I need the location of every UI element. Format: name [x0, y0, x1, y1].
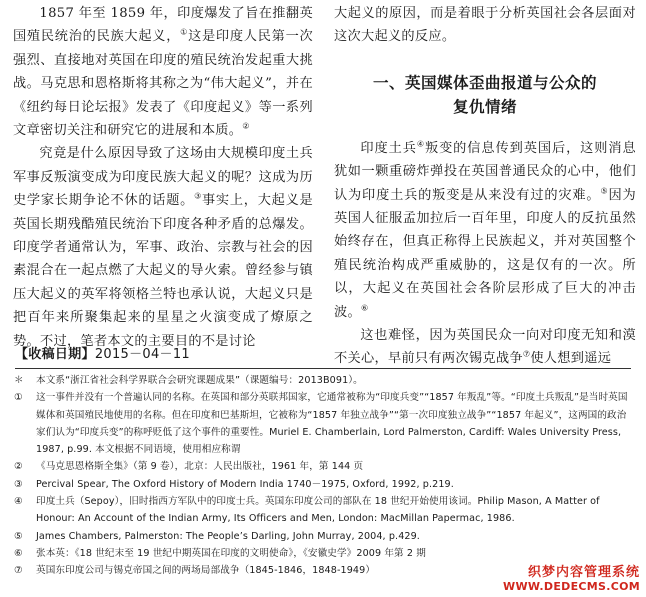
- footnote-text: 张本英：《18 世纪末至 19 世纪中期英国在印度的文明使命》，《安徽史学》2009 年第 2 期: [36, 547, 426, 559]
- footnotes: [14, 372, 632, 580]
- footnote-item: [14, 493, 632, 528]
- footnote-marker: ＊: [14, 375, 24, 386]
- paragraph-intro: [13, 2, 313, 142]
- footnote-item: [14, 458, 632, 475]
- paragraph-text: 这也难怪，因为英国民众一向对印度无知和漠不关心，早前只有两次锡克战争: [334, 328, 636, 367]
- footnote-marker: ④: [14, 496, 23, 508]
- site-watermark: [503, 561, 640, 593]
- footnote-ref[interactable]: ⑦: [522, 350, 531, 360]
- received-date: [15, 343, 190, 362]
- watermark-title: 织梦内容管理系统: [527, 565, 640, 580]
- paragraph-text: 事实上，大起义是英国长期残酷殖民统治下印度各种矛盾的总爆发。印度学者通常认为，军事、政治、宗教与社会的因素混合在一起点燃了大起义的导火索。曾经参与镇压大起义的英军将领格兰特也承认说，大起义只是把百年来所聚集起来的星星之火演变成了燎原之势。不过，笔者本文的主要目的不是讨论: [13, 193, 313, 349]
- footnote-ref[interactable]: ④: [416, 139, 425, 149]
- paragraph-text: 因为英国人征服孟加拉后一百年里，印度人的反抗虽然始终存在，但真正称得上民族起义，并对英国整个殖民统治构成严重威胁的，这是仅有的一次。所以，大起义在英国社会各阶层形成了巨大的冲击波。: [334, 187, 636, 320]
- right-column: [334, 2, 636, 371]
- paragraph-news: [334, 137, 636, 324]
- footnote-item: [14, 372, 632, 389]
- footnote-text: James Chambers, Palmerston: The People’s Darling, John Murray, 2004, p.429.: [36, 530, 420, 542]
- footnote-divider: [15, 368, 631, 369]
- footnote-item: [14, 528, 632, 545]
- paragraph-cause: [13, 142, 313, 353]
- left-column: [13, 2, 313, 353]
- footnote-ref[interactable]: ②: [242, 121, 250, 131]
- paragraph-continued: [334, 2, 636, 49]
- paragraph-text: 这是印度人民第一次强烈、直接地对英国在印度的殖民统治发起重大挑战。马克思和恩格斯将其称之为“伟大起义”，并在《纽约每日论坛报》发表了《印度起义》等一系列文章密切关注和研究它的进展和本质。: [13, 29, 313, 139]
- paragraph-text: 使人想到遥远: [530, 351, 612, 367]
- footnote-text: 本文系“浙江省社会科学界联合会研究课题成果”（课题编号：2013B091）。: [36, 375, 363, 386]
- footnote-ref[interactable]: ⑤: [600, 186, 609, 196]
- footnote-marker: ⑦: [14, 565, 23, 577]
- footnote-item: [14, 389, 632, 458]
- footnote-marker: ⑤: [14, 530, 23, 542]
- footnote-text: 英国东印度公司与锡克帝国之间的两场局部战争（1845-1846，1848-1949）: [36, 565, 376, 577]
- received-date-label: 【收稿日期】: [15, 347, 95, 362]
- footnote-marker: ②: [14, 461, 23, 473]
- footnote-text: Percival Spear, The Oxford History of Modern India 1740－1975, Oxford, 1992, p.219.: [36, 478, 454, 490]
- footnote-ref[interactable]: ①: [180, 28, 189, 38]
- footnote-text: 《马克思恩格斯全集》（第 9 卷），北京：人民出版社，1961 年，第 144 页: [36, 461, 364, 473]
- paragraph-ignorance: [334, 324, 636, 371]
- footnote-marker: ①: [14, 392, 23, 404]
- section-heading-line: 一、英国媒体歪曲报道与公众的: [372, 73, 597, 92]
- footnote-text: 印度土兵（Sepoy），旧时指西方军队中的印度士兵。英国东印度公司的部队在 18 世纪开始使用该词。Philip Mason, A Matter of Honour: An Account of the Indian Army, Its Officers and Men, London: MacMillan Papermac, 1986.: [36, 496, 600, 525]
- paragraph-text: 叛变的信息传到英国后，这则消息犹如一颗重磅炸弹投在英国普通民众的心中，他们认为印度土兵的叛变是从来没有过的灾难。: [334, 140, 637, 203]
- paragraph-text: 印度土兵: [360, 140, 417, 156]
- watermark-url: WWW.DEDECMS.COM: [503, 580, 640, 593]
- section-heading: [334, 71, 636, 119]
- paragraph-text: 究竟是什么原因导致了这场由大规模印度土兵军事反叛演变成为印度民族大起义的呢？这成为历史学家长期争论不休的话题。: [13, 146, 313, 209]
- footnote-item: [14, 545, 632, 562]
- footnote-marker: ③: [14, 478, 23, 490]
- footnote-ref[interactable]: ⑥: [360, 303, 369, 313]
- paragraph-text: 1857 年至 1859 年，印度爆发了旨在推翻英国殖民统治的民族大起义，: [13, 6, 313, 45]
- footnote-text: 这一事件并没有一个普遍认同的名称。在英国和部分英联邦国家，它通常被称为“印度兵变”“1857 年叛乱”等。“印度土兵叛乱”是当时英国媒体和英国殖民地使用的名称。但在印度和巴基斯坦，它被称为“1857 年独立战争”“第一次印度独立战争”“1857 年起义”，这两国的政治家们认为“印度兵变”的称呼贬低了这个事件的重要性。Muriel E. Chamberlain, Lord Palmerston, Cardiff: Wales University Press, 1987, p.99. 本文根据不同语境，使用相应称谓: [36, 392, 628, 456]
- footnote-ref[interactable]: ③: [194, 191, 202, 201]
- received-date-value: 2015－04－11: [94, 347, 190, 362]
- section-heading-line: 复仇情绪: [452, 97, 517, 116]
- paragraph-text: 大起义的原因，而是着眼于分析英国社会各层面对这次大起义的反应。: [334, 6, 636, 45]
- footnote-marker: ⑥: [14, 547, 23, 559]
- footnote-item: [14, 476, 632, 493]
